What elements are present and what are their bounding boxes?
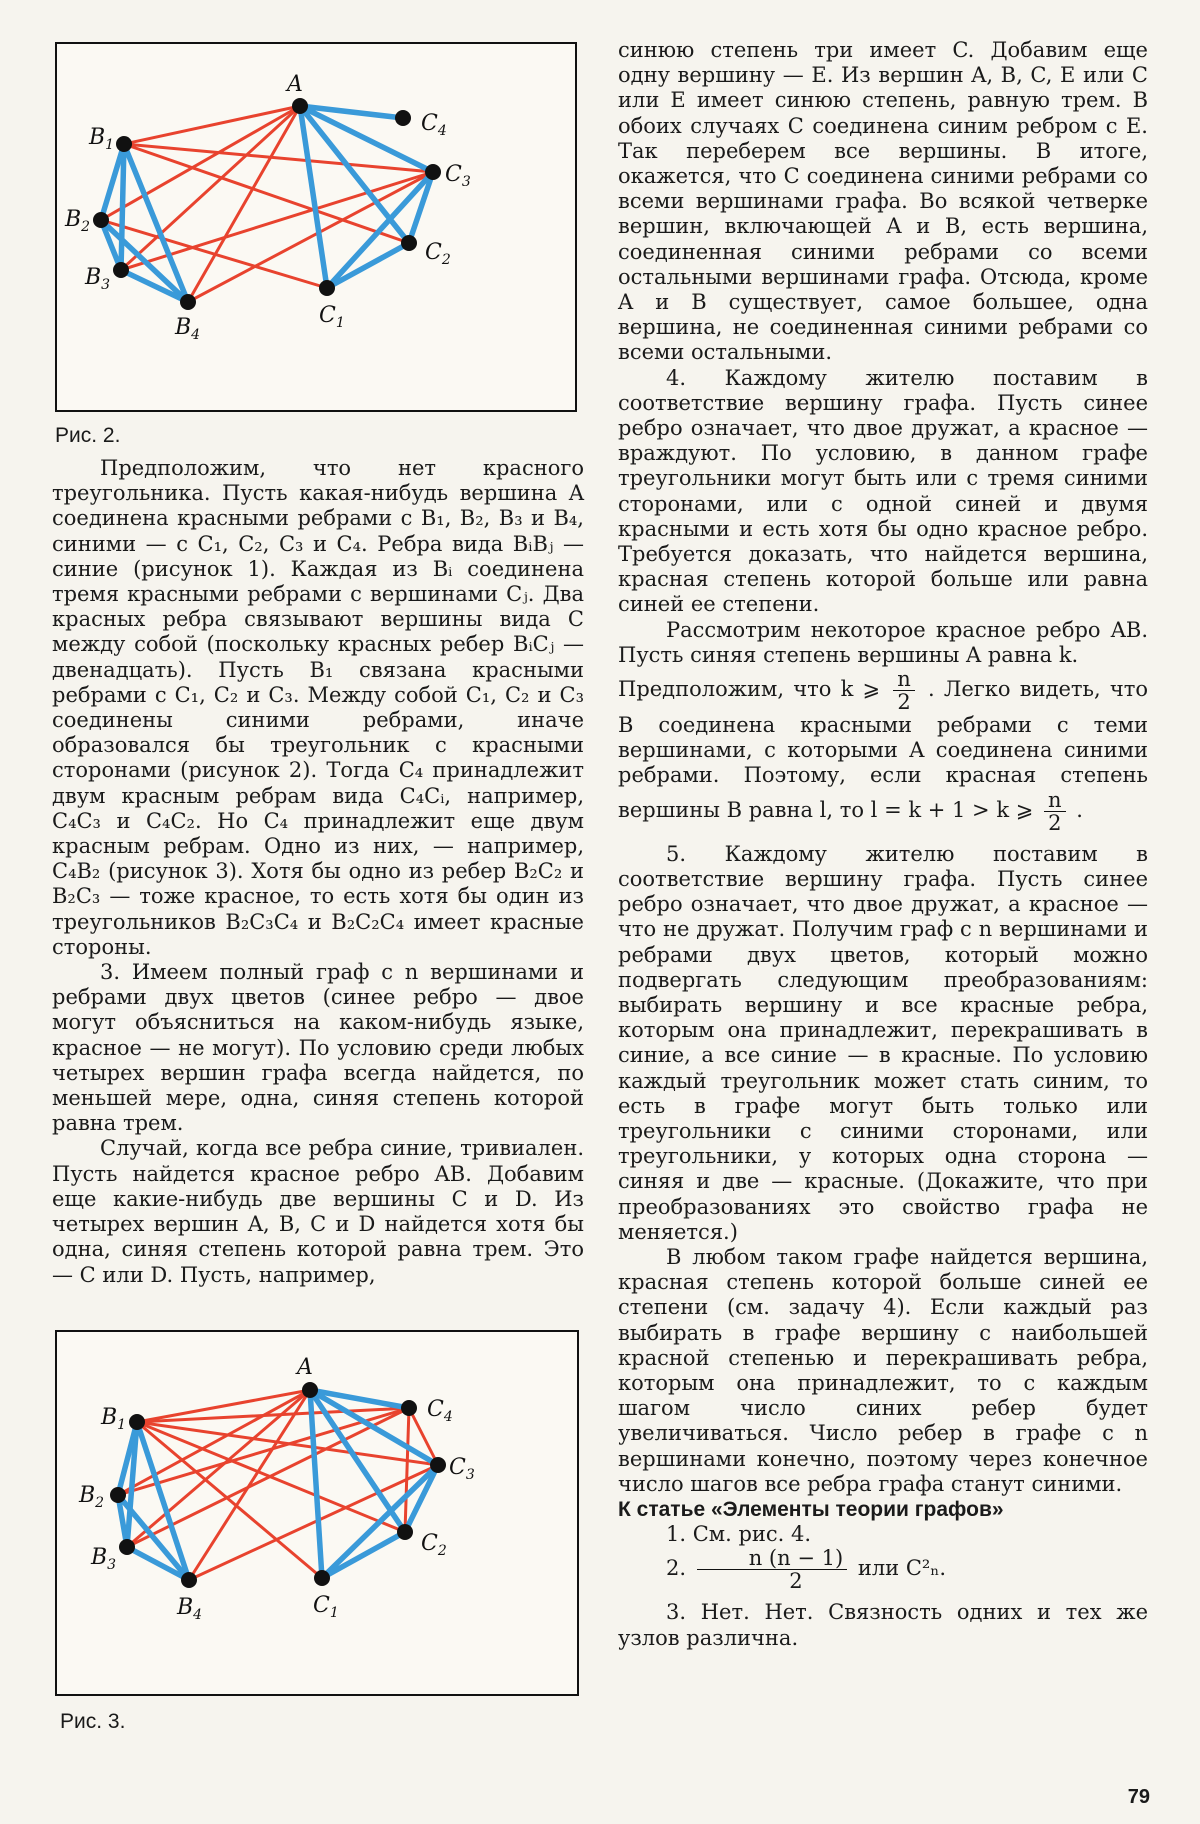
figure-2-caption: Рис. 2. bbox=[55, 424, 121, 447]
vertex-C1 bbox=[314, 1570, 330, 1586]
vertex-label-B3: $B_3$ bbox=[85, 265, 111, 293]
vertex-label-B1: $B_1$ bbox=[101, 1405, 127, 1433]
answer-2-number: 2. bbox=[666, 1556, 687, 1581]
vertex-B1 bbox=[116, 136, 132, 152]
right-paragraph-1: синюю степень три имеет C. Добавим еще одну вершину — E. Из вершин A, B, C, E или C или E имеет синюю степень, равную трем. В обоих случаях C соединена синим ребром с E. Так переберем все вершины. В итоге, окажется, что C соединена синими ребрами со всеми вершинами графа. Во всякой четверке вершин, включающей A и B, есть вершина, соединенная синими ребрами со всеми остальными вершинами графа. Отсюда, кроме A и B существует, самое большее, одна вершина, не соединенная синими ребрами со всеми остальными. bbox=[618, 38, 1148, 365]
fraction-numerator: n bbox=[893, 668, 915, 691]
edge-C2-C3-blue bbox=[405, 1465, 438, 1532]
edge-A-B3-red bbox=[121, 106, 300, 270]
vertex-label-B2: $B_2$ bbox=[65, 207, 91, 235]
graph-figure-2 bbox=[57, 44, 575, 410]
vertex-C2 bbox=[401, 235, 417, 251]
vertex-label-C3: $C_3$ bbox=[445, 162, 471, 190]
right-paragraph-5: В любом таком графе найдется вершина, красная степень которой больше синей ее степени (см. задачу 4). Если каждый раз выбирать в графе вершину с наибольшей красной степенью и перекрашивать ребра, которым она принадлежит, то с каждым шагом число синих ребер будет увеличиваться. Число ребер в графе с n вершинами конечно, поэтому через конечное число шагов все ребра графа станут синими. bbox=[618, 1244, 1148, 1496]
vertex-label-B1: $B_1$ bbox=[89, 125, 115, 153]
right-column bbox=[618, 38, 1148, 1651]
vertex-B4 bbox=[181, 1572, 197, 1588]
vertex-B3 bbox=[113, 262, 129, 278]
vertex-B2 bbox=[93, 212, 109, 228]
answer-2-denominator: 2 bbox=[789, 1569, 803, 1594]
right-paragraph-2: 4. Каждому жителю поставим в соответствие вершину графа. Пусть синее ребро означает, что двое дружат, а красное — враждуют. По условию, в данном графе треугольники могут быть или с тремя синими сторонами, или с одной синей и двумя красными и есть хотя бы одно красное ребро. Требуется доказать, что найдется вершина, красная степень которой больше или равна синей ее степени. bbox=[618, 365, 1148, 617]
vertex-C4 bbox=[395, 110, 411, 126]
vertex-C4 bbox=[401, 1400, 417, 1416]
vertex-label-C1: $C_1$ bbox=[313, 1593, 339, 1621]
answer-1: 1. См. рис. 4. bbox=[666, 1522, 812, 1547]
vertex-label-C2: $C_2$ bbox=[421, 1531, 447, 1559]
answer-2-numerator: n (n − 1) bbox=[697, 1547, 847, 1570]
vertex-B2 bbox=[110, 1487, 126, 1503]
vertex-label-B4: $B_4$ bbox=[177, 1595, 203, 1623]
vertex-label-A: A bbox=[287, 72, 303, 97]
answer-2-fraction bbox=[697, 1547, 847, 1592]
left-paragraph-3: Случай, когда все ребра синие, тривиален. Пусть найдется красное ребро AB. Добавим еще какие-нибудь две вершины C и D. Из четырех вершин A, B, C и D найдется хотя бы одна, синяя степень которой равна трем. Это — C или D. Пусть, например, bbox=[52, 1136, 584, 1287]
vertex-C3 bbox=[430, 1457, 446, 1473]
page-number: 79 bbox=[1127, 1786, 1150, 1808]
vertex-C3 bbox=[425, 164, 441, 180]
figure-3-caption: Рис. 3. bbox=[60, 1710, 126, 1733]
vertex-label-C3: $C_3$ bbox=[449, 1455, 475, 1483]
vertex-A bbox=[302, 1382, 318, 1398]
answer-2 bbox=[618, 1547, 1148, 1592]
edge-C1-C3-blue bbox=[322, 1465, 438, 1578]
vertex-B4 bbox=[180, 294, 196, 310]
edge-B1-B3-blue bbox=[121, 144, 124, 270]
inequality-end: . bbox=[1076, 797, 1083, 822]
fraction-denominator-second: 2 bbox=[1048, 810, 1062, 835]
inequality-continuation: . Легко видеть, что B соединена красными ребрами с теми вершинами, с которыми A соединена синими ребрами. Поэтому, если красная степень вершины B равна l, то l = k + 1 > k ⩾ bbox=[618, 677, 1148, 822]
vertex-A bbox=[292, 98, 308, 114]
spacer bbox=[618, 834, 1148, 842]
vertex-B1 bbox=[129, 1414, 145, 1430]
right-paragraph-3a: Рассмотрим некоторое красное ребро AB. Пусть синяя степень вершины A равна k. bbox=[618, 617, 1148, 667]
fraction-numerator-second: n bbox=[1044, 789, 1066, 812]
figure-3 bbox=[55, 1330, 579, 1696]
fraction-denominator: 2 bbox=[897, 690, 911, 715]
right-paragraph-4: 5. Каждому жителю поставим в соответствие вершину графа. Пусть синее ребро означает, что двое дружат, а красное — что не дружат. Получим граф с n вершинами и ребрами двух цветов, который можно подвергать следующим преобразованиям: выбирать вершину и все красные ребра, которым она принадлежит, перекрашивать в синие, а все синие — в красные. По условию каждый треугольник может стать синим, то есть в графе могут быть только или треугольники с синими сторонами, или треугольники, у которых одна сторона — синяя и две — красные. (Докажите, что при преобразованиях это свойство графа не меняется.) bbox=[618, 841, 1148, 1244]
vertex-label-C2: $C_2$ bbox=[425, 240, 451, 268]
section-heading: К статье «Элементы теории графов» bbox=[618, 1497, 1004, 1521]
vertex-B3 bbox=[119, 1539, 135, 1555]
vertex-label-B4: $B_4$ bbox=[175, 315, 201, 343]
edge-A-B1-red bbox=[124, 106, 300, 144]
fraction-n-over-2 bbox=[893, 668, 915, 713]
edge-A-C1-blue bbox=[310, 1390, 322, 1578]
vertex-label-C1: $C_1$ bbox=[319, 303, 345, 331]
vertex-label-C4: $C_4$ bbox=[421, 111, 447, 139]
vertex-label-C4: $C_4$ bbox=[427, 1397, 453, 1425]
right-paragraph-3-formula bbox=[618, 668, 1148, 834]
fraction-n-over-2-second bbox=[1044, 789, 1066, 834]
answer-2-suffix: или C²ₙ. bbox=[857, 1556, 947, 1581]
vertex-C2 bbox=[397, 1524, 413, 1540]
inequality-text: Предположим, что k ⩾ bbox=[618, 677, 881, 702]
graph-figure-3 bbox=[57, 1332, 577, 1694]
vertex-label-B3: $B_3$ bbox=[91, 1545, 117, 1573]
vertex-label-B2: $B_2$ bbox=[79, 1483, 105, 1511]
edge-C1-C2-blue bbox=[327, 243, 409, 288]
vertex-label-A: A bbox=[297, 1355, 313, 1380]
left-column bbox=[52, 456, 584, 1288]
left-paragraph-1: Предположим, что нет красного треугольника. Пусть какая-нибудь вершина A соединена красными ребрами с B₁, B₂, B₃ и B₄, синими — с C₁, C₂, C₃ и C₄. Ребра вида BᵢBⱼ — синие (рисунок 1). Каждая из Bᵢ соединена тремя красными ребрами с вершинами Cⱼ. Два красных ребра связывают вершины вида C между собой (поскольку красных ребер BᵢCⱼ — двенадцать). Пусть B₁ связана красными ребрами с C₁, C₂ и C₃. Между собой C₁, C₂ и C₃ соединены синими ребрами, иначе образовался бы треугольник с красными сторонами (рисунок 2). Тогда C₄ принадлежит двум красным ребрам вида C₄Cᵢ, например, C₄C₃ и C₄C₂. Но C₄ принадлежит еще двум красным ребрам. Одно из них, — например, C₄B₂ (рисунок 3). Хотя бы одно из ребер B₂C₂ и B₂C₃ — тоже красное, то есть хотя бы один из треугольников B₂C₃C₄ и B₂C₂C₄ имеет красные стороны. bbox=[52, 456, 584, 959]
vertex-C1 bbox=[319, 280, 335, 296]
answer-3: 3. Нет. Нет. Связность одних и тех же узлов различна. bbox=[618, 1600, 1148, 1650]
figure-2 bbox=[55, 42, 577, 412]
edge-C4-C2-red bbox=[405, 1408, 409, 1532]
left-paragraph-2: 3. Имеем полный граф с n вершинами и ребрами двух цветов (синее ребро — двое могут объясниться на каком-нибудь языке, красное — не могут). По условию среди любых четырех вершин графа всегда найдется, по меньшей мере, одна, синяя степень которой равна трем. bbox=[52, 960, 584, 1136]
